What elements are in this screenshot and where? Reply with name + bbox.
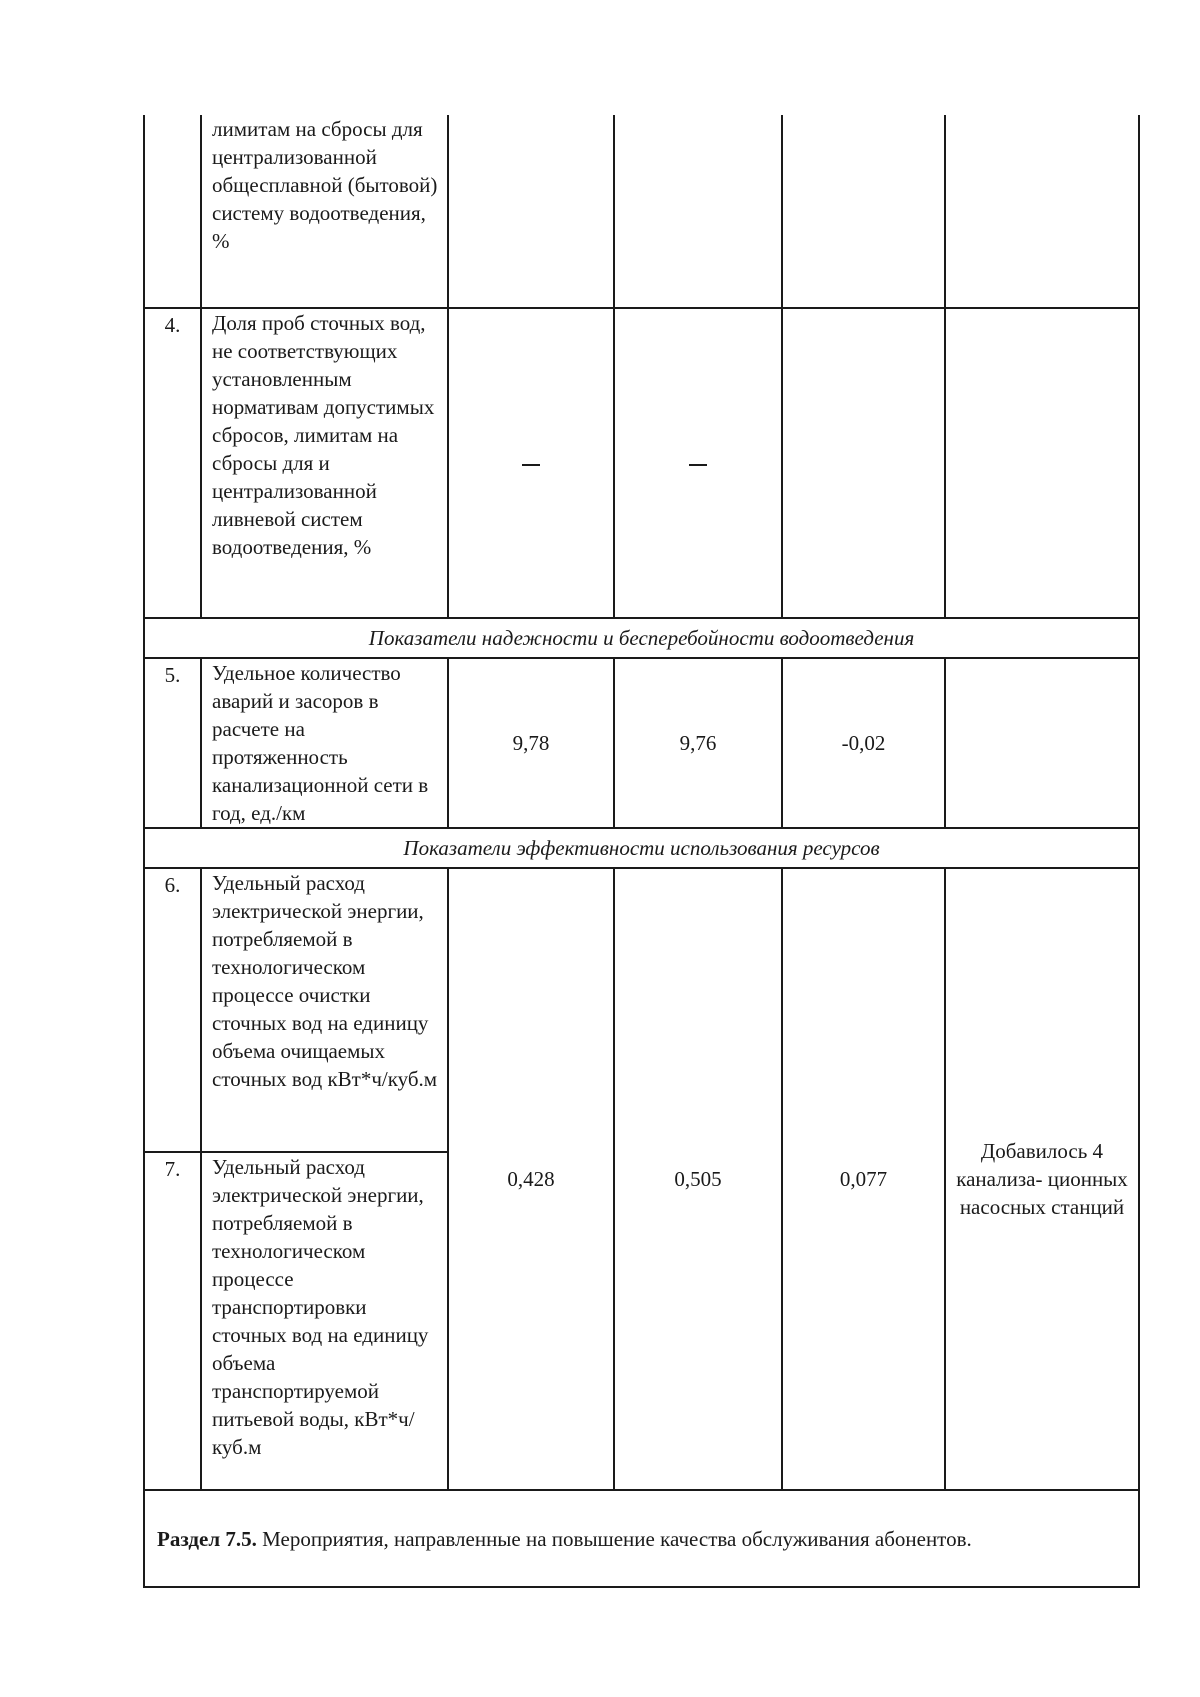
- table-row-6-7: [144, 868, 1139, 1490]
- value-cell: [782, 308, 945, 618]
- dash-mark: [522, 464, 540, 466]
- row-number: 6.: [145, 869, 202, 1151]
- value-cell: 0,505: [614, 868, 782, 1490]
- indicator-group-cell: [144, 868, 448, 1490]
- row-number-cell: [144, 115, 201, 308]
- indicators-table: [143, 115, 1140, 1588]
- indicator-cell: Удельный расход электрической энергии, потребляемой в технологическом процессе транспортировки сточных вод на единицу объема транспортируемой питьевой воды, кВт*ч/куб.м: [202, 1151, 447, 1487]
- section-header-efficiency: Показатели эффективности использования ресурсов: [144, 828, 1139, 868]
- value-cell: [614, 308, 782, 618]
- indicator-cell: лимитам на сбросы для централизованной общесплавной (бытовой) систему водоотведения, %: [201, 115, 448, 308]
- value-cell: [782, 115, 945, 308]
- value-cell: -0,02: [782, 658, 945, 828]
- table-row-5: [144, 658, 1139, 828]
- value-cell: 9,76: [614, 658, 782, 828]
- note-cell: [945, 308, 1139, 618]
- indicator-cell: Доля проб сточных вод, не соответствующих установленным нормативам допустимых сбросов, лимитам на сбросы для и централизованной ливневой систем водоотведения, %: [201, 308, 448, 618]
- indicator-cell: Удельный расход электрической энергии, потребляемой в технологическом процессе очистки сточных вод на единицу объема очищаемых сточных вод кВт*ч/куб.м: [212, 871, 438, 1091]
- value-cell: [614, 115, 782, 308]
- table-row-4: [144, 308, 1139, 618]
- row-number: 5.: [144, 658, 201, 828]
- section-header-row: [144, 828, 1139, 868]
- dash-mark: [689, 464, 707, 466]
- section-text: Мероприятия, направленные на повышение качества обслуживания абонентов.: [256, 1526, 972, 1551]
- row-number: 7.: [145, 1151, 202, 1489]
- value-cell: [448, 115, 614, 308]
- value-cell: 0,077: [782, 868, 945, 1490]
- section-label: Раздел 7.5.: [157, 1526, 257, 1551]
- row-number: 4.: [144, 308, 201, 618]
- note-cell: Добавилось 4 канализа- ционных насосных станций: [945, 868, 1139, 1490]
- value-cell: 0,428: [448, 868, 614, 1490]
- footer-row: [144, 1490, 1139, 1587]
- section-header-reliability: Показатели надежности и бесперебойности водоотведения: [144, 618, 1139, 658]
- indicator-group: [145, 869, 447, 1489]
- note-cell: [945, 115, 1139, 308]
- value-cell: 9,78: [448, 658, 614, 828]
- note-cell: [945, 658, 1139, 828]
- value-cell: [448, 308, 614, 618]
- indicator-cell: Удельное количество аварий и засоров в расчете на протяженность канализационной сети в год, ед./км: [201, 658, 448, 828]
- section-title: [144, 1490, 1139, 1587]
- table-row-3-continued: [144, 115, 1139, 308]
- section-header-row: [144, 618, 1139, 658]
